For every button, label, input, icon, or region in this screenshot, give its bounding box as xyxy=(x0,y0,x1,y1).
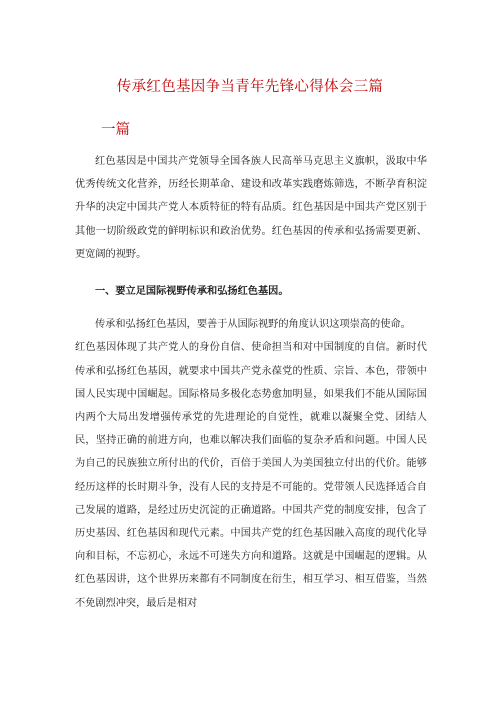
paragraph-3: 红色基因体现了共产党人的身份自信、使命担当和对中国制度的自信。新时代传承和弘扬红色基因，就要求中国共产党永葆党的性质、宗旨、本色，带领中国人民实现中国崛起。国际格局多极化态势愈加明显，如果我们不能从国际国内两个大局出发增强传承党的先进理论的自觉性，就难以凝聚全党、团结人民，坚持正确的前进方向，也难以解决我们面临的复杂矛盾和问题。中国人民为自己的民族独立所付出的代价，百倍于美国人为美国独立付出的代价。能够经历这样的长时期斗争，没有人民的支持是不可能的。党带领人民选择适合自己发展的道路，是经过历史沉淀的正确道路。中国共产党的制度安排，包含了历史基因、红色基因和现代元素。中国共产党的红色基因融入高度的现代化导向和目标，不忘初心，永远不可迷失方向和道路。这就是中国崛起的逻辑。从红色基因讲，这个世界历来都有不同制度在衍生，相互学习、相互借鉴，当然不免剧烈冲突，最后是相对 xyxy=(75,342,427,609)
document-title: 传承红色基因争当青年先锋心得体会三篇 xyxy=(116,79,384,95)
paragraph-2: 传承和弘扬红色基因，要善于从国际视野的角度认识这项崇高的使命。 xyxy=(95,319,411,331)
sub-heading: 一、要立足国际视野传承和弘扬红色基因。 xyxy=(95,286,289,298)
paragraph-intro: 红色基因是中国共产党领导全国各族人民高举马克思主义旗帜，汲取中华优秀传统文化营养，历经长期革命、建设和改革实践磨炼筛选，不断孕育积淀升华的决定中国共产党人本质特征的特有品质。红色基因是中国共产党区别于其他一切阶级政党的鲜明标识和政治优势。红色基因的传承和弘扬需要更新、更宽阔的视野。 xyxy=(75,156,427,260)
document-body xyxy=(75,150,427,615)
section-label: 一篇 xyxy=(101,122,130,138)
